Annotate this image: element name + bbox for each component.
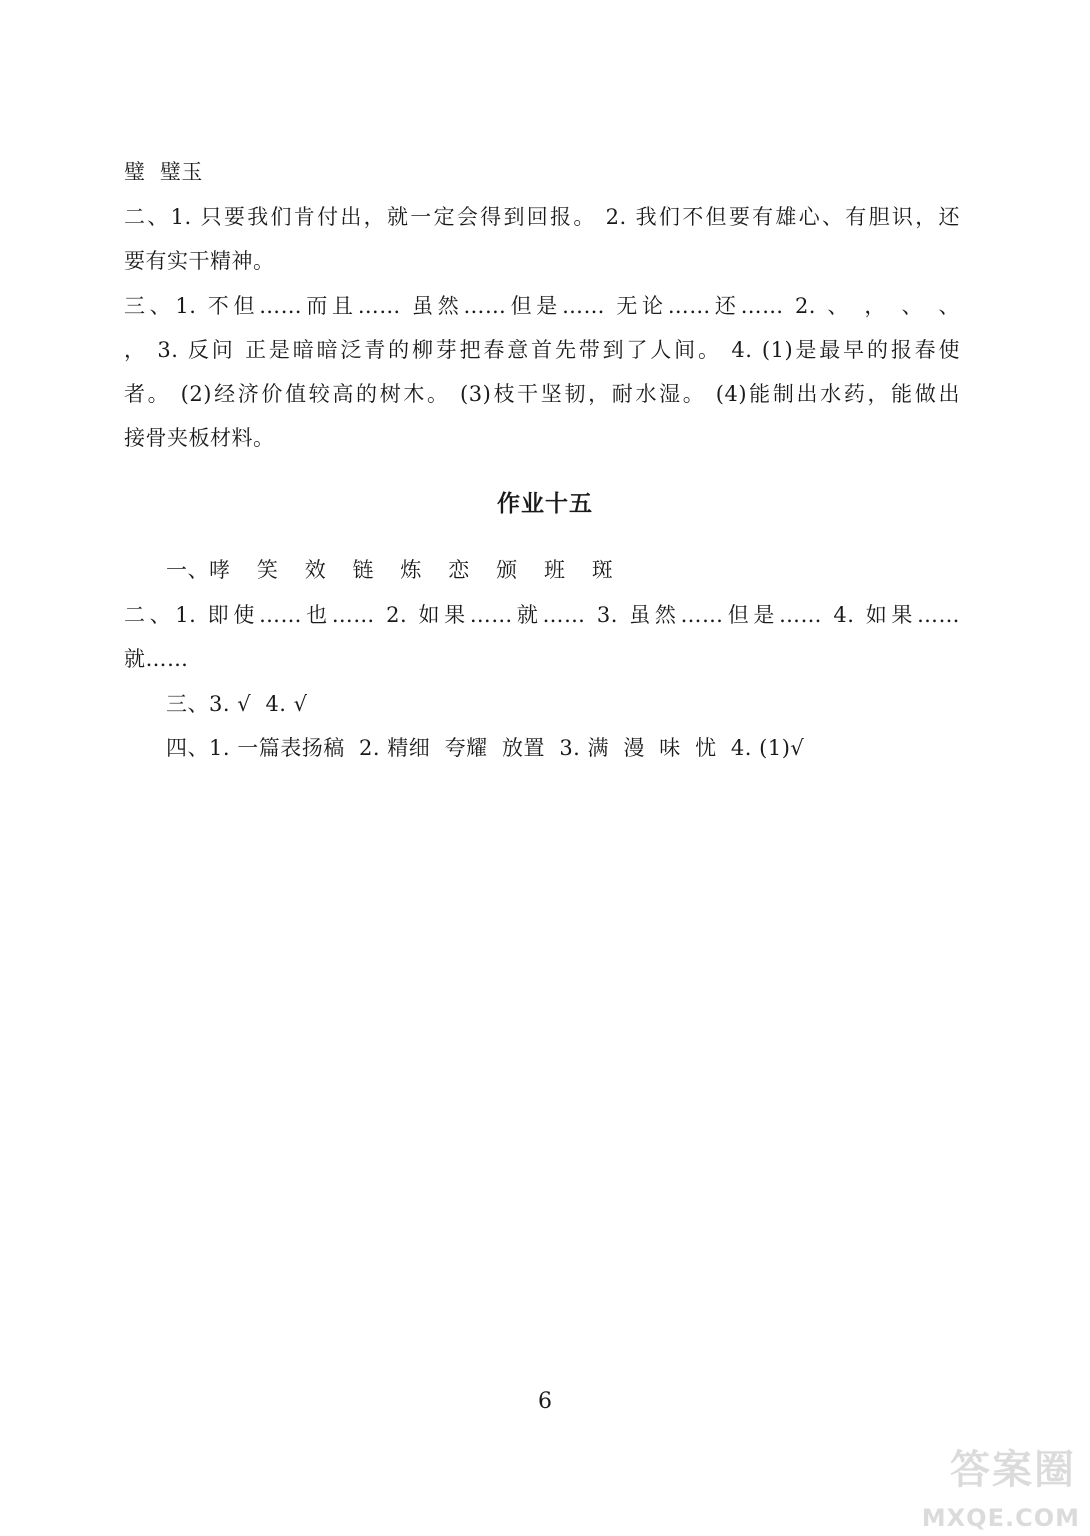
answer-line-q3-4: 接骨夹板材料。 [124,426,275,450]
watermark-bottom-text: MXQE.COM [921,1504,1080,1532]
answer-line-15-q2-1: 二、1. 即使……也…… 2. 如果……就…… 3. 虽然……但是…… 4. 如果…… [124,603,960,627]
answer-line-q3-2: ， 3. 反问 正是暗暗泛青的柳芽把春意首先带到了人间。 4. (1)是最早的报春使 [124,338,960,362]
answer-line-15-q3: 三、3. √ 4. √ [166,692,308,716]
answer-line-15-q1: 一、哮 笑 效 链 炼 恋 颁 班 斑 [166,558,614,582]
section-title: 作业十五 [497,491,593,517]
answer-line-q3-3: 者。 (2)经济价值较高的树木。 (3)枝干坚韧，耐水湿。 (4)能制出水药，能做出 [124,382,960,406]
answer-line-15-q2-2: 就…… [124,647,189,671]
watermark-logo [921,1447,1084,1532]
page-number: 6 [538,1389,552,1414]
answer-line-15-q4: 四、1. 一篇表扬稿 2. 精细 夸耀 放置 3. 满 漫 味 忧 4. (1)√ [166,736,805,760]
answer-line-q3-1: 三、1. 不但……而且…… 虽然……但是…… 无论……还…… 2. 、 ， 、 、 [124,294,960,318]
answer-line-bi: 璧 璧玉 [124,160,203,184]
answer-line-q2-1: 二、1. 只要我们肯付出，就一定会得到回报。 2. 我们不但要有雄心、有胆识，还 [124,205,960,229]
watermark-top-text: 答案圈 [950,1447,1076,1493]
answer-line-q2-2: 要有实干精神。 [124,249,275,273]
